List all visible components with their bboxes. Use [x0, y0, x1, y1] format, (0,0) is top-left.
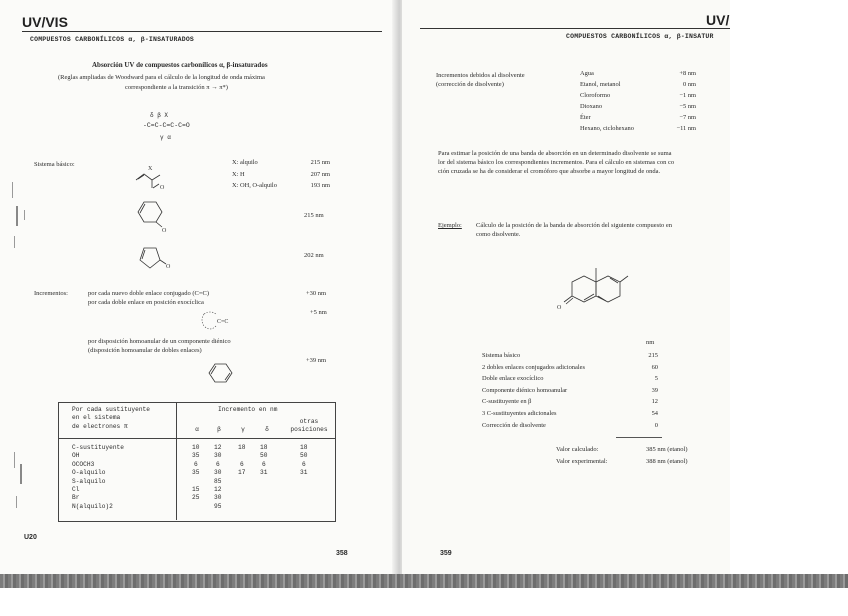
- valor-calculado-value: 385 nm (etanol): [646, 446, 688, 453]
- calc-item-name: Corrección de disolvente: [482, 421, 546, 429]
- paragraph-line-3: ción cruzada se ha de considerar el cromóforo que absorbe a mayor longitud de onda.: [438, 168, 661, 175]
- cell-beta: 30: [214, 494, 222, 502]
- calc-item-name: Doble enlace exocíclico: [482, 375, 544, 383]
- cell-beta: 95: [214, 502, 222, 510]
- cell-beta: 30: [214, 469, 222, 477]
- solvent-name: Hexano, ciclohexano: [580, 125, 634, 132]
- cyclohexenone-structure-diagram: [130, 198, 172, 234]
- base-system-label: X: alquilo: [232, 159, 258, 166]
- table-header-rule: [58, 438, 335, 439]
- carbonyl-o-label: O: [557, 305, 562, 311]
- valor-experimental-label: Valor experimental:: [556, 458, 608, 465]
- cell-beta: 12: [214, 486, 222, 493]
- scheme-bottom-labels: γ α: [160, 134, 171, 141]
- section-subtitle: COMPUESTOS CARBONÍLICOS α, β-INSATURADOS: [30, 36, 195, 43]
- solvent-name: Éter: [580, 114, 591, 121]
- section-heading: Absorción UV de compuestos carbonílicos α, β-insaturados: [92, 61, 268, 69]
- calc-item-value: 0: [654, 421, 658, 429]
- solvent-value: −1 nm: [679, 92, 696, 99]
- cyclopentenone-structure-diagram: [132, 242, 174, 274]
- increment-conjugated-value: +30 nm: [306, 290, 327, 297]
- row-name: OH: [72, 452, 80, 460]
- valor-calculado-label: Valor calculado:: [556, 446, 599, 453]
- cell-alpha: 35: [192, 469, 200, 477]
- valor-experimental-value: 388 nm (etanol): [646, 458, 688, 465]
- cell-alpha: 25: [192, 494, 200, 502]
- exocyclic-bond-diagram: [200, 310, 240, 332]
- base-system-value: 207 nm: [310, 170, 330, 178]
- cell-alpha: 10: [192, 444, 200, 451]
- cell-gamma: 6: [240, 460, 244, 468]
- cell-alpha: 6: [194, 460, 198, 468]
- calc-item-value: 5: [654, 375, 658, 383]
- scan-mark: [24, 210, 25, 220]
- base-system-labels: [232, 157, 277, 192]
- cell-other: 18: [300, 444, 308, 451]
- cell-other: 50: [300, 452, 308, 460]
- right-page: [402, 0, 848, 574]
- increment-conjugated-text: por cada nuevo doble enlace conjugado (C=C): [88, 290, 209, 297]
- carbonyl-o-label: O: [160, 185, 165, 191]
- col-head-alpha: α: [195, 426, 199, 433]
- cell-delta: 6: [262, 460, 266, 468]
- base-system-value: 193 nm: [310, 182, 330, 190]
- calc-item-name: 3 C-sustituyentes adicionales: [482, 409, 557, 417]
- solvent-value: +8 nm: [679, 70, 696, 77]
- ring5-value: 202 nm: [304, 252, 324, 259]
- increment-homoannular-line-1: por disposición homoanular de un componente diénico: [88, 338, 231, 345]
- base-system-label: X: OH, O-alquilo: [232, 182, 277, 190]
- footer-code: U20: [24, 534, 37, 541]
- carbonyl-o-label: O: [162, 228, 167, 234]
- solvent-name: Agua: [580, 70, 594, 77]
- example-line-1: Cálculo de la posición de la banda de absorción del siguiente compuesto en: [476, 222, 673, 229]
- table-header-line: Por cada sustituyente: [72, 406, 150, 413]
- example-label: Ejemplo:: [438, 222, 462, 229]
- calc-item-name: C-sustituyente en β: [482, 398, 532, 406]
- sum-rule: [616, 437, 662, 438]
- calc-item-name: Sistema básico: [482, 352, 521, 359]
- x-substituent-label: X: [148, 166, 153, 172]
- col-head-other: otras posiciones: [290, 418, 328, 434]
- exocyclic-bond-label: C=C: [217, 319, 229, 325]
- cell-beta: 6: [216, 460, 220, 468]
- solvent-value: 0 nm: [683, 81, 696, 88]
- solvent-name: Dioxano: [580, 103, 603, 110]
- scan-mark: [16, 496, 17, 508]
- homoannular-diene-diagram: [206, 360, 236, 386]
- calc-item-value: 12: [651, 398, 658, 406]
- col-head-delta: δ: [265, 426, 269, 433]
- enone-structure-diagram: [132, 160, 172, 192]
- row-name: OCOCH3: [72, 460, 95, 468]
- row-name: O-alquilo: [72, 469, 106, 477]
- cell-other: 6: [302, 460, 306, 468]
- cell-beta: 85: [214, 477, 222, 485]
- section-subtitle: COMPUESTOS CARBONÍLICOS α, β-INSATUR: [566, 33, 714, 40]
- header-rule: [22, 31, 382, 32]
- ring6-value: 215 nm: [304, 212, 324, 219]
- scan-mark: [16, 206, 18, 226]
- cell-other: 31: [300, 469, 308, 477]
- table-header-left: [72, 406, 150, 431]
- solvent-name: Etanol, metanol: [580, 81, 621, 88]
- calc-item-value: 215: [648, 352, 658, 359]
- carbonyl-o-label: O: [166, 264, 171, 270]
- right-margin: [730, 0, 848, 574]
- row-name: N(alquilo)2: [72, 502, 113, 510]
- incrementos-label: Incrementos:: [34, 290, 68, 297]
- example-line-2: como disolvente.: [476, 231, 521, 238]
- sistema-basico-label: Sistema básico:: [34, 161, 75, 168]
- scheme-chain: -C=C-C=C-C=O: [143, 122, 190, 129]
- scan-mark: [14, 452, 15, 468]
- example-compound-structure: [556, 260, 636, 322]
- base-system-value: 215 nm: [310, 159, 330, 166]
- solvent-values: [656, 68, 696, 134]
- intro-line-1: (Reglas ampliadas de Woodward para el cálculo de la longitud de onda máxima: [58, 74, 265, 81]
- solvent-label-line-2: (corrección de disolvente): [436, 81, 504, 88]
- calc-item-names: [482, 350, 585, 431]
- scan-bottom-margin: [0, 588, 848, 616]
- page-header-title: UV/VIS: [22, 14, 68, 30]
- solvent-names: [580, 68, 634, 134]
- cell-beta: 30: [214, 452, 222, 460]
- cell-gamma: 17: [238, 469, 246, 477]
- cell-delta: 50: [260, 452, 268, 460]
- calc-item-values: [638, 350, 658, 431]
- increment-homoannular-line-2: (disposición homoanular de dobles enlaces): [88, 347, 202, 354]
- page-number-right: 359: [440, 550, 452, 557]
- scan-bottom-band: [0, 574, 848, 588]
- paragraph-line-2: lor del sistema básico los correspondientes incrementos. Para el cálculo en sistemas con co: [438, 159, 675, 166]
- col-head-beta: β: [217, 426, 221, 433]
- cell-alpha: 35: [192, 452, 200, 460]
- scan-mark: [12, 182, 13, 198]
- calc-item-value: 54: [651, 409, 658, 417]
- calc-unit: nm: [646, 339, 655, 346]
- solvent-value: −11 nm: [676, 125, 696, 132]
- row-name: S-alquilo: [72, 477, 106, 485]
- row-name: C-sustituyente: [72, 444, 124, 451]
- solvent-value: −5 nm: [679, 103, 696, 110]
- calc-item-value: 39: [651, 386, 658, 394]
- calc-item-name: Componente diénico homoanular: [482, 386, 568, 394]
- table-header-right: Incremento en nm: [218, 406, 278, 413]
- increment-homoannular-value: +39 nm: [306, 357, 327, 364]
- increment-exocyclic-text: por cada doble enlace en posición exocíclica: [88, 299, 204, 306]
- cell-delta: 18: [260, 444, 268, 451]
- calc-item-name: 2 dobles enlaces conjugados adicionales: [482, 363, 585, 371]
- solvent-name: Cloroformo: [580, 92, 611, 99]
- paragraph-line-1: Para estimar la posición de una banda de absorción en un determinado disolvente se suma: [438, 150, 672, 157]
- cell-beta: 12: [214, 444, 222, 451]
- base-system-label: X: H: [232, 170, 245, 178]
- table-header-line: en el sistema: [72, 414, 121, 422]
- increment-exocyclic-value: +5 nm: [310, 309, 327, 316]
- table-header-line: de electrones π: [72, 422, 128, 430]
- calc-item-value: 60: [651, 363, 658, 371]
- cell-delta: 31: [260, 469, 268, 477]
- col-head-gamma: γ: [241, 426, 245, 433]
- solvent-value: −7 nm: [679, 114, 696, 121]
- solvent-label-line-1: Incrementos debidos al disolvente: [436, 72, 525, 79]
- page-number-left: 358: [336, 550, 348, 557]
- cell-alpha: 15: [192, 486, 200, 493]
- scan-mark: [14, 236, 15, 248]
- page-header-title: UV/: [706, 12, 730, 28]
- scheme-top-labels: δ β X: [150, 112, 169, 119]
- table-divider: [176, 402, 177, 520]
- row-name: Cl: [72, 486, 80, 493]
- cell-gamma: 18: [238, 444, 246, 451]
- left-page: [0, 0, 398, 574]
- header-rule: [420, 28, 730, 29]
- row-name: Br: [72, 494, 80, 502]
- base-system-values: [296, 157, 330, 192]
- scan-mark: [20, 464, 22, 484]
- intro-line-2: correspondiente a la transición π → π*): [125, 84, 228, 91]
